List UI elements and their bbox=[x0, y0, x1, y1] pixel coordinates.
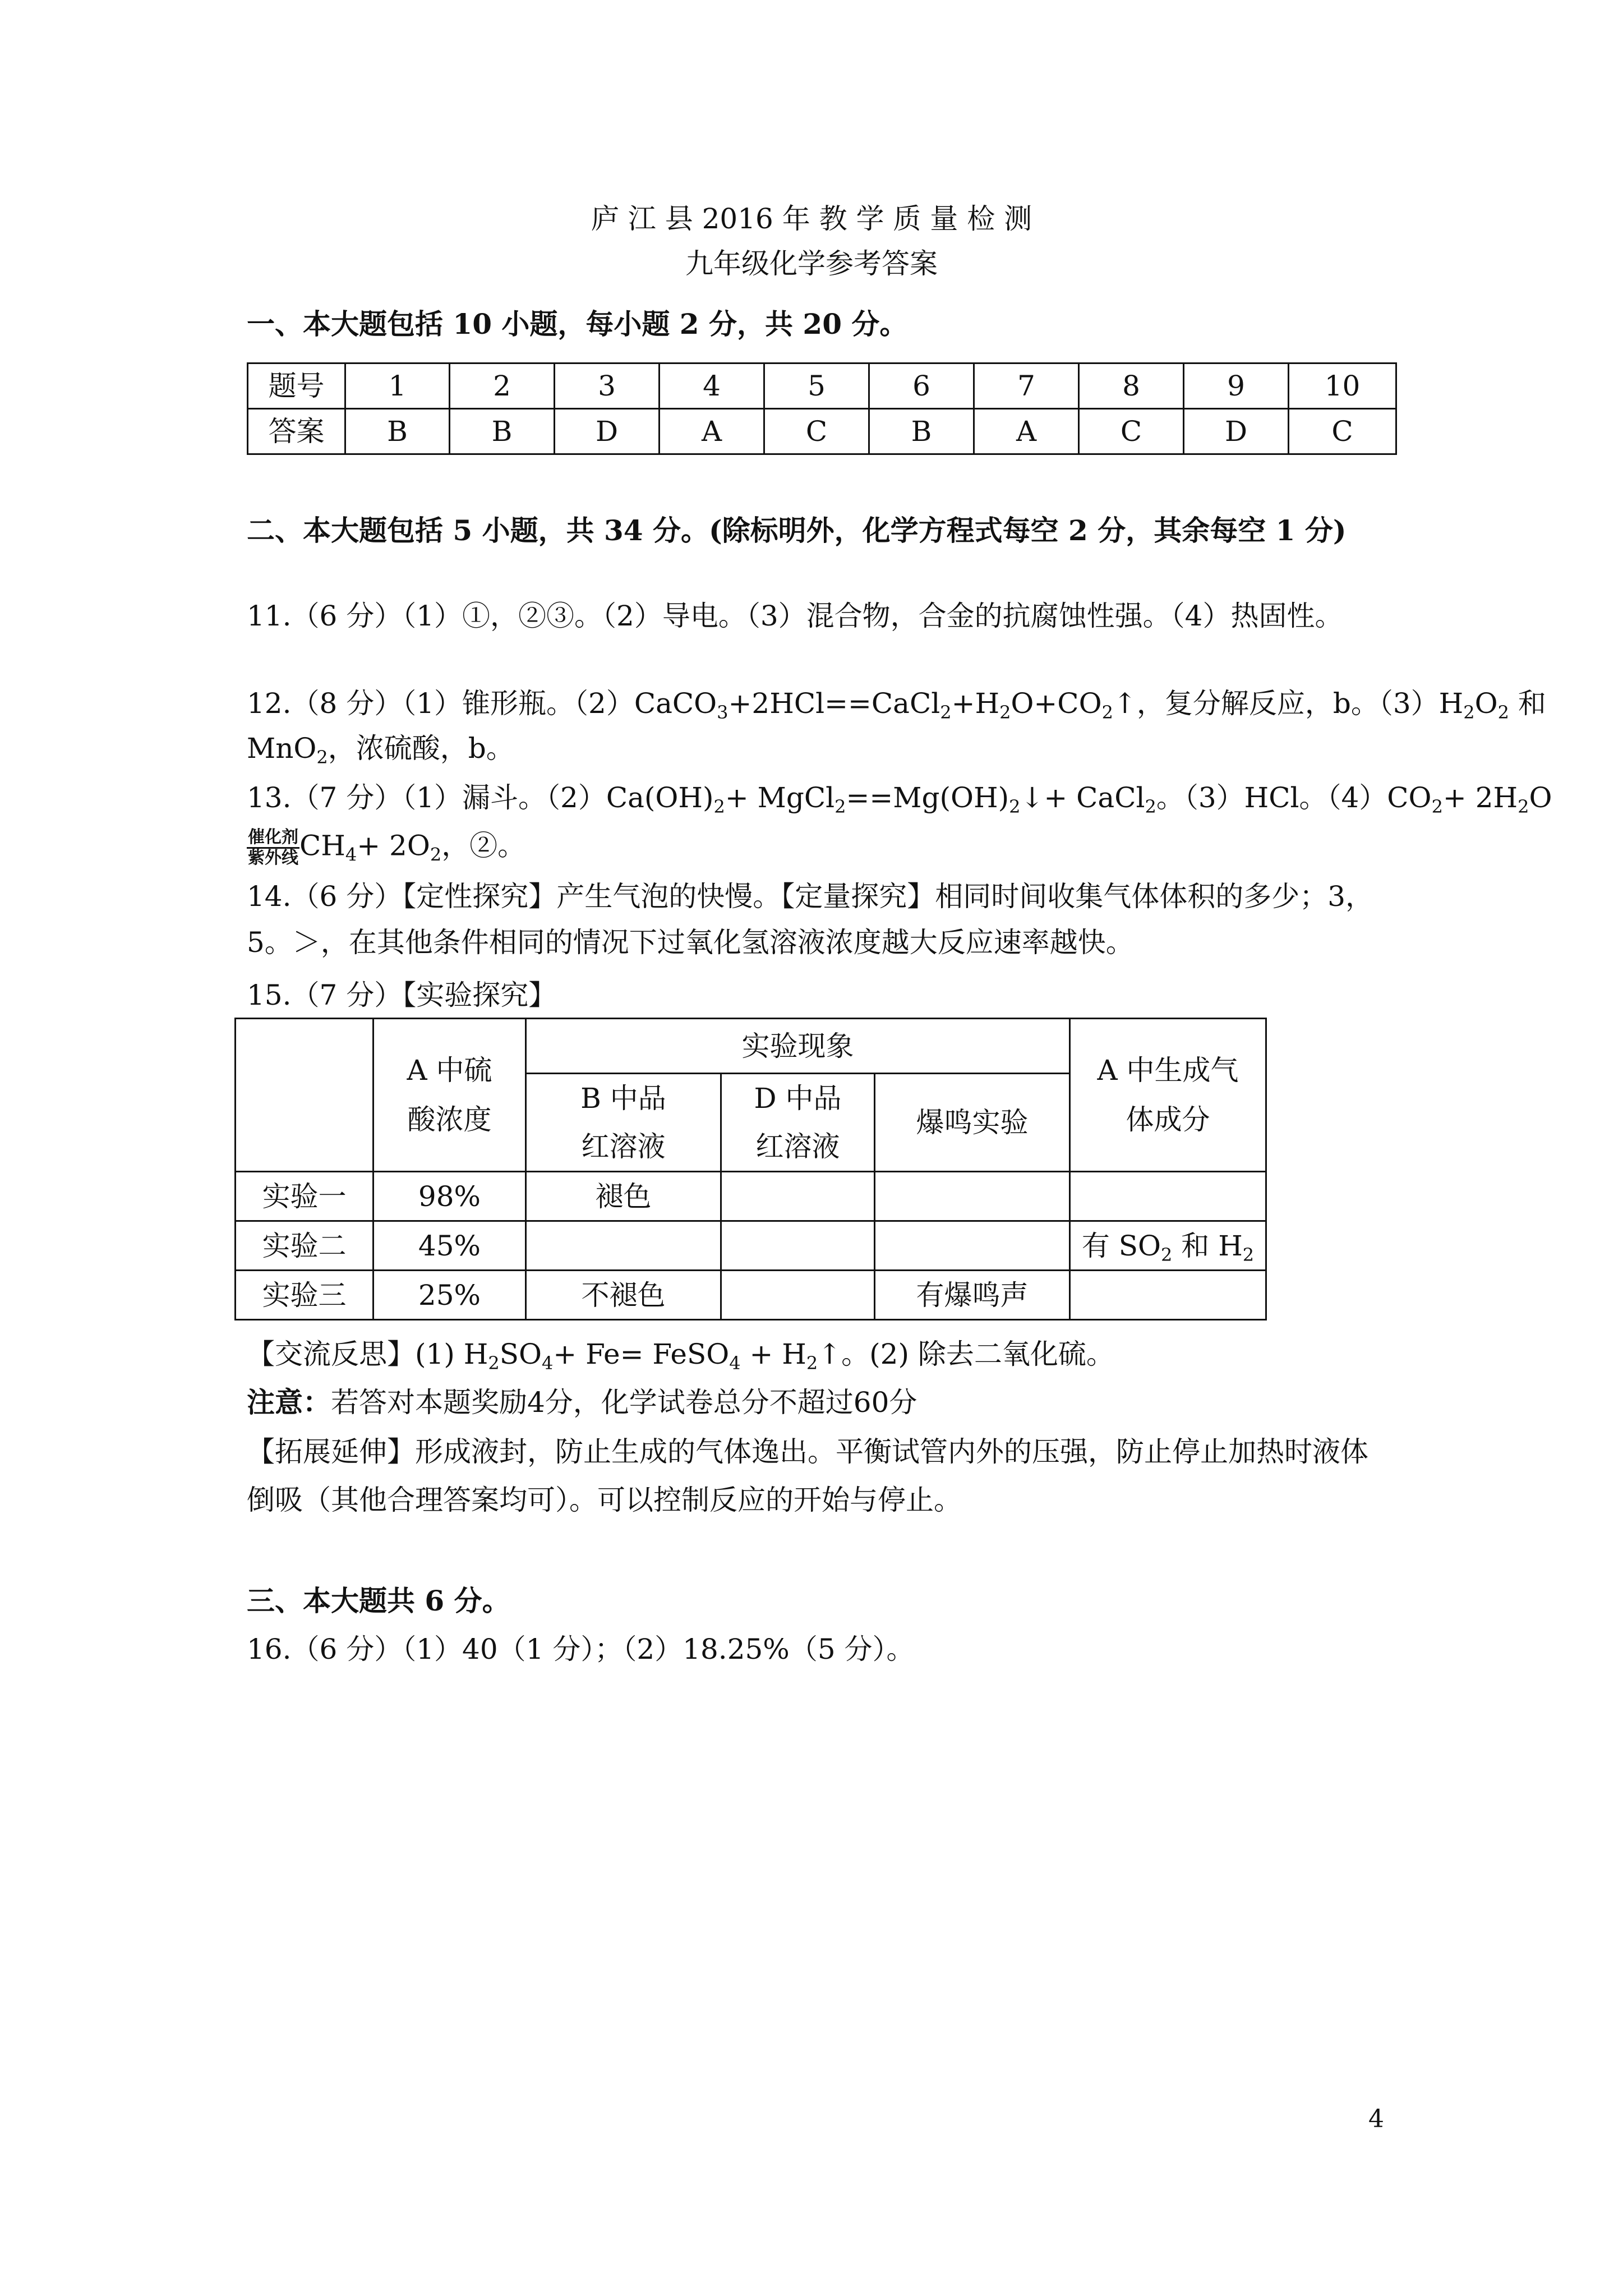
experiment-row bbox=[236, 1271, 1266, 1320]
explosion-test-header: 爆鸣实验 bbox=[875, 1074, 1070, 1172]
d-solution-result bbox=[721, 1221, 875, 1271]
question-number-cell: 2 bbox=[450, 364, 555, 409]
explosion-result bbox=[875, 1172, 1070, 1221]
question-12-line1: 12.（8 分）（1）锥形瓶。$(2)CaCO_3+2HCl==CaCl_2+H_2O+CO_2↑$，复分解反应，b。$(3)H_2O_2$ 和 bbox=[247, 687, 1546, 723]
note-label: 注意： bbox=[247, 1386, 331, 1419]
question-number-cell: 3 bbox=[555, 364, 660, 409]
experiment-row bbox=[236, 1172, 1266, 1221]
reflection-line: 【交流反思】(1) $H_2SO_4+ Fe=$ FeSO$_4$ + $H_2↑$。(2) 除去二氧化硫。 bbox=[247, 1338, 1114, 1374]
phenomena-header: 实验现象 bbox=[526, 1019, 1070, 1074]
experiment-row bbox=[236, 1221, 1266, 1271]
page-number: 4 bbox=[1368, 2105, 1384, 2133]
d-solution-result bbox=[721, 1172, 875, 1221]
question-14-line2: 5。＞，在其他条件相同的情况下过氧化氢溶液浓度越大反应速率越快。 bbox=[247, 926, 1134, 959]
question-number-cell: 8 bbox=[1079, 364, 1184, 409]
question-12-line2: MnO$_2$，浓硫酸，b。 bbox=[247, 732, 514, 768]
answer-header: 答案 bbox=[248, 409, 345, 454]
answer-table bbox=[247, 362, 1397, 455]
answer-row bbox=[248, 409, 1396, 454]
answer-cell: B bbox=[345, 409, 450, 454]
gas-result bbox=[1070, 1172, 1266, 1221]
question-16: 16.（6 分）（1）40（1 分）；（2）18.25%（5 分）。 bbox=[247, 1633, 915, 1665]
question-13-line2: 催化剂 紫外线 $CH_4+ 2O_2$，②。 bbox=[248, 827, 526, 868]
acid-concentration: 98% bbox=[374, 1172, 526, 1221]
document-title: 庐 江 县 2016 年 教 学 质 量 检 测 bbox=[591, 203, 1032, 235]
acid-concentration: 25% bbox=[374, 1271, 526, 1320]
gas-composition-header: A 中生成气 体成分 bbox=[1070, 1019, 1266, 1172]
answer-cell: C bbox=[764, 409, 869, 454]
answer-cell: B bbox=[450, 409, 555, 454]
question-11: 11.（6 分）（1）①，②③。（2）导电。（3）混合物，合金的抗腐蚀性强。（4）热固性。 bbox=[247, 600, 1343, 632]
b-solution-result: 褪色 bbox=[526, 1172, 721, 1221]
question-number-cell: 4 bbox=[660, 364, 764, 409]
question-number-header: 题号 bbox=[248, 364, 345, 409]
answer-cell: D bbox=[1184, 409, 1289, 454]
answer-cell: A bbox=[660, 409, 764, 454]
question-number-cell: 1 bbox=[345, 364, 450, 409]
experiment-table bbox=[234, 1018, 1267, 1320]
extension-line1: 【拓展延伸】形成液封，防止生成的气体逸出。平衡试管内外的压强，防止停止加热时液体 bbox=[247, 1435, 1368, 1468]
question-number-cell: 6 bbox=[869, 364, 974, 409]
b-solution-header: B 中品 红溶液 bbox=[526, 1074, 721, 1172]
reaction-condition: 催化剂 紫外线 bbox=[248, 827, 298, 868]
b-solution-result bbox=[526, 1221, 721, 1271]
experiment-name: 实验一 bbox=[236, 1172, 374, 1221]
experiment-header-row bbox=[236, 1019, 1266, 1074]
question-number-cell: 5 bbox=[764, 364, 869, 409]
question-13-line1: 13.（7 分）（1）漏斗。$(2)Ca(OH)_2+$ $MgCl_2==Mg(OH)_2↓+$ CaCl$_2$。（3）HCl。$(4)CO_2+ 2H_2O$ bbox=[247, 781, 1552, 817]
empty-header-cell bbox=[236, 1019, 374, 1172]
question-number-row bbox=[248, 364, 1396, 409]
note-text: 若答对本题奖励4分，化学试卷总分不超过60分 bbox=[331, 1386, 917, 1419]
question-number-cell: 10 bbox=[1289, 364, 1396, 409]
section2-heading: 二、本大题包括 5 小题，共 34 分。(除标明外，化学方程式每空 2 分，其余每空 1 分) bbox=[247, 514, 1347, 547]
d-solution-result bbox=[721, 1271, 875, 1320]
explosion-result bbox=[875, 1221, 1070, 1271]
answer-cell: A bbox=[974, 409, 1079, 454]
question-number-cell: 7 bbox=[974, 364, 1079, 409]
gas-result bbox=[1070, 1271, 1266, 1320]
acid-concentration: 45% bbox=[374, 1221, 526, 1271]
question-15-intro: 15.（7 分）【实验探究】 bbox=[247, 979, 557, 1011]
experiment-name: 实验二 bbox=[236, 1221, 374, 1271]
answer-cell: C bbox=[1079, 409, 1184, 454]
section1-heading: 一、本大题包括 10 小题，每小题 2 分，共 20 分。 bbox=[247, 307, 908, 341]
answer-cell: B bbox=[869, 409, 974, 454]
d-solution-header: D 中品 红溶液 bbox=[721, 1074, 875, 1172]
experiment-name: 实验三 bbox=[236, 1271, 374, 1320]
bonus-note bbox=[247, 1386, 917, 1419]
extension-line2: 倒吸（其他合理答案均可）。可以控制反应的开始与停止。 bbox=[247, 1484, 962, 1516]
document-subtitle: 九年级化学参考答案 bbox=[685, 247, 938, 280]
gas-result: 有 $SO_2$ 和 $H_2$ bbox=[1070, 1221, 1266, 1271]
answer-cell: D bbox=[555, 409, 660, 454]
answer-cell: C bbox=[1289, 409, 1396, 454]
section3-heading: 三、本大题共 6 分。 bbox=[247, 1584, 510, 1617]
question-14-line1: 14.（6 分）【定性探究】产生气泡的快慢。【定量探究】相同时间收集气体体积的多少；3， bbox=[247, 880, 1374, 913]
explosion-result: 有爆鸣声 bbox=[875, 1271, 1070, 1320]
b-solution-result: 不褪色 bbox=[526, 1271, 721, 1320]
question-number-cell: 9 bbox=[1184, 364, 1289, 409]
acid-concentration-header: A 中硫 酸浓度 bbox=[374, 1019, 526, 1172]
